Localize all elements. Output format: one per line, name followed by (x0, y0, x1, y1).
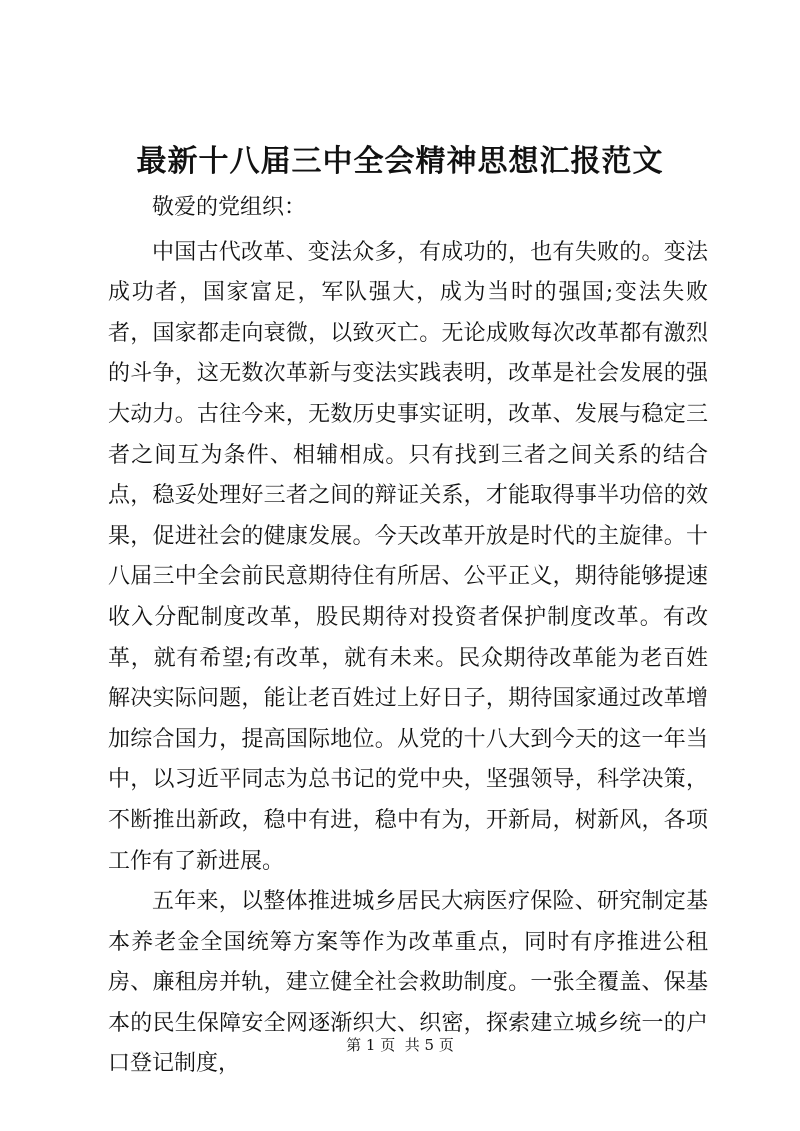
paragraph-2: 五年来，以整体推进城乡居民大病医疗保险、研究制定基本养老金全国统筹方案等作为改革重点，同时有序推进公租房、廉租房并轨，建立健全社会救助制度。一张全覆盖、保基本的民生保障安全网逐渐织大、织密，探索建立城乡统一的户口登记制度， (108, 889, 708, 1077)
salutation: 敬爱的党组织： (152, 195, 307, 220)
paragraph-1: 中国古代改革、变法众多，有成功的，也有失败的。变法成功者，国家富足，军队强大，成为当时的强国;变法失败者，国家都走向衰微，以致灭亡。无论成败每次改革都有激烈的斗争，这无数次革新与变法实践表明，改革是社会发展的强大动力。古往今来，无数历史事实证明，改革、发展与稳定三者之间互为条件、相辅相成。只有找到三者之间关系的结合点，稳妥处理好三者之间的辩证关系，才能取得事半功倍的效果，促进社会的健康发展。今天改革开放是时代的主旋律。十八届三中全会前民意期待住有所居、公平正义，期待能够提速收入分配制度改革，股民期待对投资者保护制度改革。有改革，就有希望;有改革，就有未来。民众期待改革能为老百姓解决实际问题，能让老百姓过上好日子，期待国家通过改革增加综合国力，提高国际地位。从党的十八大到今天的这一年当中，以习近平同志为总书记的党中央，坚强领导，科学决策，不断推出新政，稳中有进，稳中有为，开新局，树新风，各项工作有了新进展。 (108, 239, 708, 874)
page-footer (0, 1034, 800, 1056)
page-number-label: 第 1 页 共 5 页 (346, 1036, 454, 1054)
document-body (108, 188, 708, 1085)
document-title: 最新十八届三中全会精神思想汇报范文 (136, 144, 664, 179)
